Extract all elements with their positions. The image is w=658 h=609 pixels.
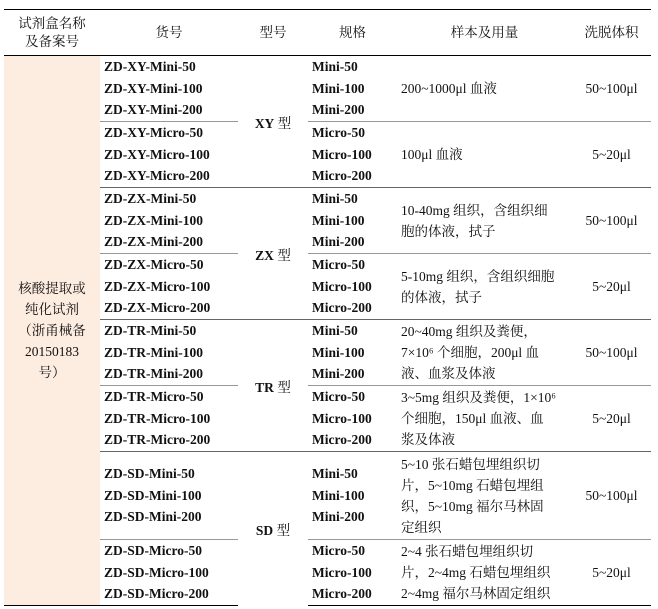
usage-line: 织，5~10mg 福尔马林固 [401, 498, 544, 514]
spec-item: Micro-200 [312, 168, 372, 184]
usage-line: 片，2~4mg 石蜡包埋组织 [401, 565, 551, 580]
spec-item: Micro-200 [312, 300, 372, 316]
spec-item: Mini-50 [312, 191, 358, 207]
product-codes [100, 320, 238, 386]
spec-cell [308, 122, 397, 188]
usage-cell [397, 122, 572, 188]
table-row [4, 386, 651, 452]
kit-name-line: 号） [38, 365, 66, 380]
spec-item: Micro-100 [312, 146, 372, 162]
product-code: ZD-ZX-Micro-50 [104, 257, 204, 273]
header-kit-name: 试剂盒名称 及备案号 [4, 10, 100, 56]
kit-name-line: （浙甬械备 [18, 323, 86, 338]
usage-line: 7×10⁶ 个细胞，200μl 血 [401, 345, 540, 360]
usage-line: 3~5mg 组织及粪便，1×10⁶ [401, 390, 556, 405]
product-codes [100, 540, 238, 606]
spec-item: Mini-100 [312, 344, 365, 360]
usage-line: 个细胞，150μl 血液、血 [401, 411, 544, 426]
spec-cell [308, 254, 397, 320]
usage-line: 液、血浆及体液 [401, 366, 496, 381]
kit-spec-table [4, 9, 651, 606]
usage-line: 5-10mg 组织，含组织细胞 [401, 268, 555, 284]
product-codes [100, 254, 238, 320]
header-usage: 样本及用量 [397, 10, 572, 56]
spec-item: Mini-50 [312, 59, 358, 75]
model-code: XY [254, 115, 275, 131]
product-code: ZD-SD-Micro-50 [104, 543, 202, 559]
usage-line: 浆及体液 [401, 432, 455, 447]
usage-line: 片，5~10mg 石蜡包埋组 [401, 477, 544, 493]
volume-cell: 5~20μl [572, 254, 651, 320]
header-model: 型号 [238, 10, 308, 56]
spec-item: Micro-100 [312, 410, 372, 426]
product-code: ZD-ZX-Mini-200 [104, 234, 203, 250]
volume-cell: 50~100μl [572, 56, 651, 122]
product-code: ZD-TR-Micro-100 [104, 410, 211, 426]
usage-line: 20~40mg 组织及粪便， [401, 324, 537, 339]
usage-line: 的体液，拭子 [401, 289, 482, 305]
spec-item: Mini-100 [312, 487, 365, 503]
spec-cell [308, 452, 397, 540]
usage-line: 2~4 张石蜡包埋组织切 [401, 544, 534, 559]
spec-item: Micro-50 [312, 257, 365, 273]
model-suffix: 型 [273, 247, 291, 263]
spec-item: Micro-50 [312, 389, 365, 405]
model-cell [238, 56, 308, 188]
usage-line: 定组织 [401, 519, 442, 535]
spec-item: Mini-200 [312, 102, 365, 118]
product-code: ZD-TR-Micro-200 [104, 432, 211, 448]
spec-item: Micro-100 [312, 564, 372, 580]
model-code: ZX [255, 247, 274, 263]
volume-cell: 50~100μl [572, 188, 651, 254]
usage-line: 100μl 血液 [401, 147, 463, 162]
product-codes [100, 452, 238, 540]
spec-item: Mini-100 [312, 80, 365, 96]
model-code: SD [255, 522, 274, 538]
model-cell [238, 188, 308, 320]
volume-cell: 50~100μl [572, 452, 651, 540]
model-suffix: 型 [273, 522, 291, 538]
spec-item: Micro-50 [312, 125, 365, 141]
product-code: ZD-XY-Mini-200 [104, 102, 203, 118]
kit-name-line: 核酸提取或 [18, 281, 86, 296]
spec-cell [308, 386, 397, 452]
model-code: TR [255, 379, 274, 395]
header-code: 货号 [100, 10, 238, 56]
product-code: ZD-TR-Mini-50 [104, 323, 197, 339]
spec-item: Mini-50 [312, 323, 358, 339]
table-row [4, 122, 651, 188]
table-row [4, 56, 651, 122]
table-row [4, 320, 651, 386]
product-code: ZD-SD-Mini-50 [104, 466, 195, 482]
usage-cell [397, 320, 572, 386]
kit-name-line: 纯化试剂 [25, 302, 79, 317]
volume-cell: 5~20μl [572, 386, 651, 452]
product-code: ZD-ZX-Mini-50 [104, 191, 197, 207]
usage-line: 5~10 张石蜡包埋组织切 [401, 456, 540, 472]
table-row [4, 254, 651, 320]
usage-cell [397, 254, 572, 320]
usage-line: 200~1000μl 血液 [401, 81, 497, 96]
usage-cell [397, 56, 572, 122]
volume-cell: 5~20μl [572, 122, 651, 188]
spec-cell [308, 320, 397, 386]
header-spec: 规格 [308, 10, 397, 56]
table-row [4, 540, 651, 606]
kit-name-cell [4, 56, 100, 606]
spec-item: Mini-200 [312, 366, 365, 382]
spec-item: Mini-50 [312, 466, 358, 482]
product-code: ZD-SD-Micro-200 [104, 586, 209, 602]
header-volume: 洗脱体积 [572, 10, 651, 56]
table-row [4, 188, 651, 254]
product-codes [100, 188, 238, 254]
header-row [4, 10, 651, 56]
volume-cell: 50~100μl [572, 320, 651, 386]
product-code: ZD-ZX-Mini-100 [104, 212, 203, 228]
model-suffix: 型 [274, 115, 292, 131]
product-codes [100, 56, 238, 122]
product-codes [100, 386, 238, 452]
model-suffix: 型 [273, 379, 291, 395]
volume-cell: 5~20μl [572, 540, 651, 606]
usage-cell [397, 452, 572, 540]
usage-line: 胞的体液，拭子 [401, 223, 496, 239]
kit-name-line: 20150183 [25, 344, 79, 359]
product-code: ZD-XY-Mini-100 [104, 80, 203, 96]
spec-item: Micro-50 [312, 543, 365, 559]
model-cell [238, 452, 308, 606]
product-code: ZD-TR-Mini-100 [104, 344, 203, 360]
product-code: ZD-XY-Micro-100 [104, 146, 210, 162]
spec-item: Micro-200 [312, 586, 372, 602]
table-row [4, 452, 651, 540]
product-code: ZD-SD-Micro-100 [104, 564, 209, 580]
usage-cell [397, 540, 572, 606]
spec-item: Mini-200 [312, 234, 365, 250]
product-code: ZD-TR-Mini-200 [104, 366, 203, 382]
product-code: ZD-ZX-Micro-200 [104, 300, 211, 316]
spec-cell [308, 188, 397, 254]
product-code: ZD-SD-Mini-100 [104, 487, 202, 503]
product-code: ZD-ZX-Micro-100 [104, 278, 211, 294]
spec-item: Mini-200 [312, 509, 365, 525]
usage-line: 2~4mg 福尔马林固定组织 [401, 586, 551, 601]
spec-cell [308, 540, 397, 606]
spec-cell [308, 56, 397, 122]
spec-item: Mini-100 [312, 212, 365, 228]
usage-line: 10-40mg 组织，含组织细 [401, 202, 548, 218]
product-code: ZD-XY-Mini-50 [104, 59, 196, 75]
product-codes [100, 122, 238, 188]
usage-cell [397, 188, 572, 254]
spec-item: Micro-200 [312, 432, 372, 448]
model-cell [238, 320, 308, 452]
product-code: ZD-TR-Micro-50 [104, 389, 204, 405]
product-code: ZD-SD-Mini-200 [104, 509, 202, 525]
spec-item: Micro-100 [312, 278, 372, 294]
product-code: ZD-XY-Micro-200 [104, 168, 210, 184]
usage-cell [397, 386, 572, 452]
product-code: ZD-XY-Micro-50 [104, 125, 203, 141]
